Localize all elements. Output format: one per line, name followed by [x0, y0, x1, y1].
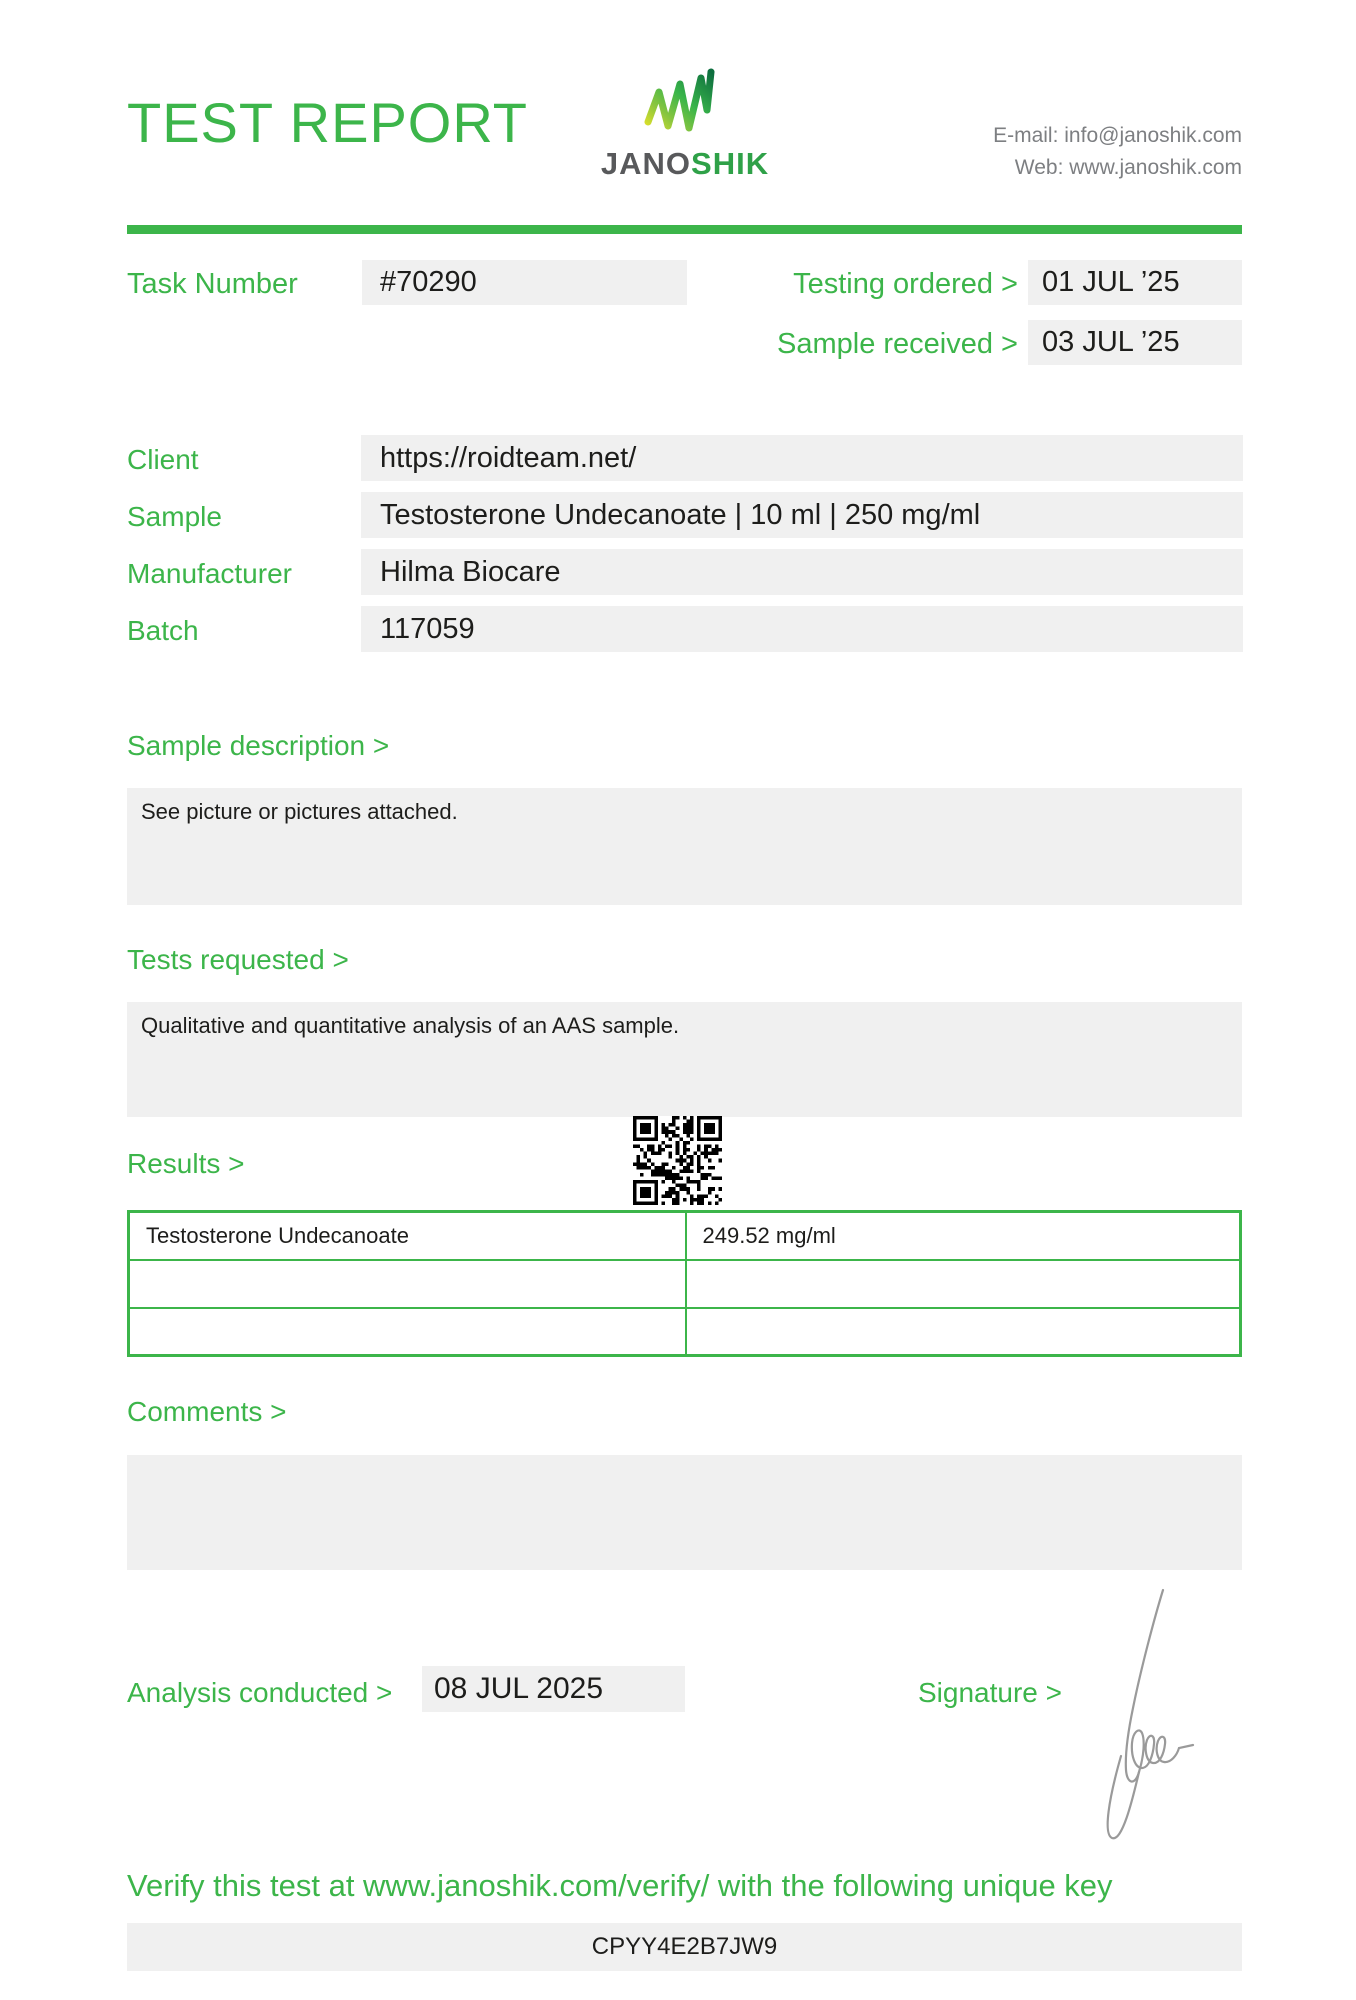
qr-code [633, 1116, 722, 1205]
testing-ordered-label: Testing ordered > [793, 268, 1018, 300]
tests-requested-heading: Tests requested > [127, 944, 349, 975]
sample-description-box: See picture or pictures attached. [127, 788, 1242, 905]
sample-description-heading: Sample description > [127, 730, 390, 761]
result-analyte [129, 1260, 686, 1308]
batch-label: Batch [127, 615, 199, 646]
logo-text-jano: JANO [600, 146, 692, 181]
result-value [686, 1308, 1241, 1356]
sample-label: Sample [127, 501, 222, 532]
signature-label: Signature > [918, 1677, 1062, 1708]
logo-chart-icon [643, 64, 717, 138]
manufacturer-value: Hilma Biocare [361, 549, 1243, 595]
tests-requested-box: Qualitative and quantitative analysis of an AAS sample. [127, 1002, 1242, 1117]
page-title: TEST REPORT [127, 91, 529, 154]
testing-ordered-value: 01 JUL ’25 [1028, 260, 1242, 305]
results-heading: Results > [127, 1148, 245, 1179]
comments-box [127, 1455, 1242, 1570]
sample-received-label: Sample received > [777, 328, 1018, 360]
table-row [129, 1308, 1241, 1356]
result-value: 249.52 mg/ml [686, 1212, 1241, 1260]
table-row [129, 1260, 1241, 1308]
batch-value: 117059 [361, 606, 1243, 652]
client-value: https://roidteam.net/ [361, 435, 1243, 481]
contact-email: E-mail: info@janoshik.com [993, 124, 1242, 147]
verify-instruction: Verify this test at www.janoshik.com/verify/ with the following unique key [127, 1868, 1113, 1903]
logo-wordmark [565, 146, 805, 182]
results-table [127, 1210, 1242, 1357]
client-label: Client [127, 444, 199, 475]
sample-received-value: 03 JUL ’25 [1028, 320, 1242, 365]
result-analyte [129, 1308, 686, 1356]
contact-web: Web: www.janoshik.com [1014, 155, 1242, 179]
task-number-label: Task Number [127, 268, 298, 300]
contact-block [842, 120, 1242, 183]
unique-key-value: CPYY4E2B7JW9 [127, 1923, 1242, 1971]
task-number-value: #70290 [362, 260, 687, 305]
manufacturer-label: Manufacturer [127, 558, 292, 589]
analysis-conducted-label: Analysis conducted > [127, 1677, 393, 1708]
table-row [129, 1212, 1241, 1260]
signature-image [1085, 1580, 1205, 1860]
analysis-date-value: 08 JUL 2025 [422, 1666, 685, 1712]
header-divider [127, 225, 1242, 234]
comments-heading: Comments > [127, 1396, 287, 1427]
sample-value: Testosterone Undecanoate | 10 ml | 250 mg/ml [361, 492, 1243, 538]
result-value [686, 1260, 1241, 1308]
result-analyte: Testosterone Undecanoate [129, 1212, 686, 1260]
logo-text-shik: SHIK [691, 146, 770, 181]
